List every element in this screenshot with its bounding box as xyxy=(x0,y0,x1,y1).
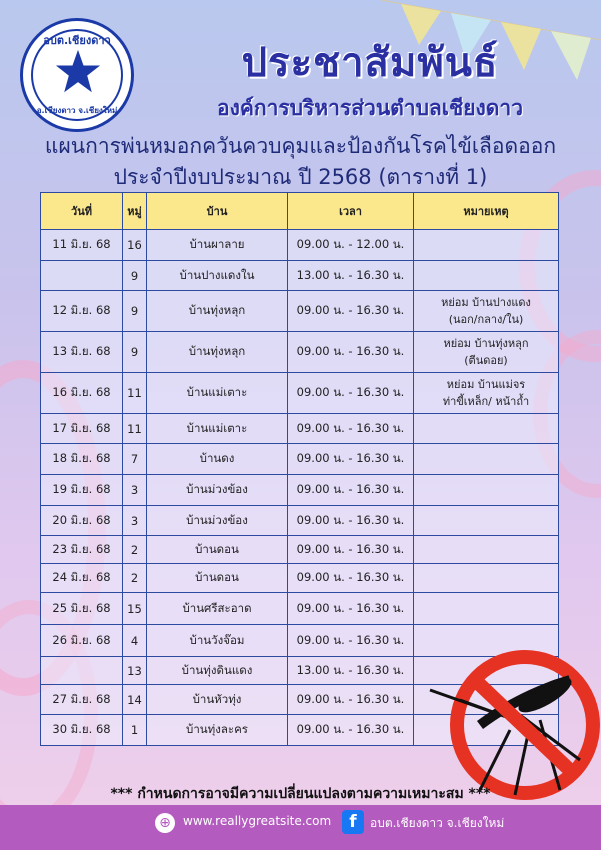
time-cell: 09.00 น. - 12.00 น. xyxy=(288,230,414,261)
date-cell: 30 มิ.ย. 68 xyxy=(41,715,123,746)
date-cell: 20 มิ.ย. 68 xyxy=(41,506,123,536)
moo-cell: 3 xyxy=(123,475,147,506)
note-line2: ท่าขี้เหล็ก/ หน้าถ้ำ xyxy=(442,395,530,408)
village-cell: บ้านดอน xyxy=(147,536,288,564)
note-cell xyxy=(414,414,559,444)
date-cell xyxy=(41,657,123,685)
village-cell: บ้านผาลาย xyxy=(147,230,288,261)
date-cell: 11 มิ.ย. 68 xyxy=(41,230,123,261)
date-cell: 16 มิ.ย. 68 xyxy=(41,373,123,414)
village-cell: บ้านวังจ๊อม xyxy=(147,625,288,657)
column-header-date: วันที่ xyxy=(41,193,123,230)
column-header-time: เวลา xyxy=(288,193,414,230)
village-cell: บ้านดง xyxy=(147,444,288,475)
column-header-moo: หมู่ xyxy=(123,193,147,230)
moo-cell: 1 xyxy=(123,715,147,746)
table-row xyxy=(41,373,559,414)
village-cell: บ้านทุ่งดินแดง xyxy=(147,657,288,685)
village-cell: บ้านแม่เตาะ xyxy=(147,373,288,414)
moo-cell: 16 xyxy=(123,230,147,261)
moo-cell: 9 xyxy=(123,332,147,373)
moo-cell: 3 xyxy=(123,506,147,536)
table-row xyxy=(41,332,559,373)
note-line1: หย่อม บ้านทุ่งหลุก xyxy=(443,337,529,350)
table-row xyxy=(41,230,559,261)
disclaimer-note: *** กำหนดการอาจมีความเปลี่ยนแปลงตามความเหมาะสม *** xyxy=(110,786,491,802)
note-cell xyxy=(414,261,559,291)
moo-cell: 2 xyxy=(123,536,147,564)
note-cell xyxy=(414,593,559,625)
time-cell: 13.00 น. - 16.30 น. xyxy=(288,261,414,291)
moo-cell: 7 xyxy=(123,444,147,475)
page-title: ประชาสัมพันธ์ xyxy=(241,40,499,86)
date-cell: 23 มิ.ย. 68 xyxy=(41,536,123,564)
village-cell: บ้านทุ่งหลุก xyxy=(147,291,288,332)
time-cell: 09.00 น. - 16.30 น. xyxy=(288,332,414,373)
globe-icon: ⊕ xyxy=(155,813,175,833)
time-cell: 09.00 น. - 16.30 น. xyxy=(288,506,414,536)
date-cell: 18 มิ.ย. 68 xyxy=(41,444,123,475)
time-cell: 13.00 น. - 16.30 น. xyxy=(288,657,414,685)
date-cell: 25 มิ.ย. 68 xyxy=(41,593,123,625)
moo-cell: 13 xyxy=(123,657,147,685)
time-cell: 09.00 น. - 16.30 น. xyxy=(288,536,414,564)
organization-name: องค์การบริหารส่วนตำบลเชียงดาว xyxy=(216,96,524,120)
table-row xyxy=(41,536,559,564)
logo-top-text: อบต.เชียงดาว xyxy=(43,34,111,47)
time-cell: 09.00 น. - 16.30 น. xyxy=(288,291,414,332)
note-cell xyxy=(414,475,559,506)
time-cell: 09.00 น. - 16.30 น. xyxy=(288,685,414,715)
time-cell: 09.00 น. - 16.30 น. xyxy=(288,564,414,593)
moo-cell: 14 xyxy=(123,685,147,715)
star-logo-icon xyxy=(55,49,101,95)
village-cell: บ้านปางแดงใน xyxy=(147,261,288,291)
note-cell xyxy=(414,564,559,593)
note-line1: หย่อม บ้านแม่จร xyxy=(446,378,526,391)
column-header-note: หมายเหตุ xyxy=(414,193,559,230)
time-cell: 09.00 น. - 16.30 น. xyxy=(288,715,414,746)
note-cell xyxy=(414,332,559,373)
table-row xyxy=(41,506,559,536)
village-cell: บ้านม่วงข้อง xyxy=(147,475,288,506)
date-cell: 17 มิ.ย. 68 xyxy=(41,414,123,444)
time-cell: 09.00 น. - 16.30 น. xyxy=(288,373,414,414)
village-cell: บ้านทุ่งละคร xyxy=(147,715,288,746)
time-cell: 09.00 น. - 16.30 น. xyxy=(288,444,414,475)
date-cell: 27 มิ.ย. 68 xyxy=(41,685,123,715)
organization-logo xyxy=(20,18,134,132)
moo-cell: 9 xyxy=(123,291,147,332)
plan-title-line1: แผนการพ่นหมอกควันควบคุมและป้องกันโรคไข้เลือดออก xyxy=(44,134,557,158)
time-cell: 09.00 น. - 16.30 น. xyxy=(288,625,414,657)
moo-cell: 11 xyxy=(123,373,147,414)
column-header-village: บ้าน xyxy=(147,193,288,230)
table-row xyxy=(41,444,559,475)
website-link[interactable]: www.reallygreatsite.com xyxy=(183,814,332,828)
table-row xyxy=(41,261,559,291)
time-cell: 09.00 น. - 16.30 น. xyxy=(288,414,414,444)
date-cell: 13 มิ.ย. 68 xyxy=(41,332,123,373)
moo-cell: 9 xyxy=(123,261,147,291)
table-row xyxy=(41,564,559,593)
moo-cell: 15 xyxy=(123,593,147,625)
table-row xyxy=(41,291,559,332)
note-cell xyxy=(414,506,559,536)
logo-bottom-text: อ.เชียงดาว จ.เชียงใหม่ xyxy=(36,106,118,115)
no-mosquito-icon xyxy=(420,640,601,800)
village-cell: บ้านแม่เตาะ xyxy=(147,414,288,444)
table-header-row xyxy=(41,193,559,230)
note-line1: หย่อม บ้านปางแดง xyxy=(441,296,531,309)
note-line2: (นอก/กลาง/ใน) xyxy=(448,313,524,326)
moo-cell: 11 xyxy=(123,414,147,444)
time-cell: 09.00 น. - 16.30 น. xyxy=(288,593,414,625)
village-cell: บ้านม่วงข้อง xyxy=(147,506,288,536)
facebook-icon: f xyxy=(342,810,364,834)
note-cell xyxy=(414,444,559,475)
note-cell xyxy=(414,373,559,414)
note-line2: (ตีนดอย) xyxy=(464,354,508,367)
date-cell xyxy=(41,261,123,291)
time-cell: 09.00 น. - 16.30 น. xyxy=(288,475,414,506)
facebook-page-link[interactable]: อบต.เชียงดาว จ.เชียงใหม่ xyxy=(370,816,505,830)
village-cell: บ้านดอน xyxy=(147,564,288,593)
moo-cell: 2 xyxy=(123,564,147,593)
table-row xyxy=(41,475,559,506)
note-cell xyxy=(414,536,559,564)
village-cell: บ้านทุ่งหลุก xyxy=(147,332,288,373)
date-cell: 12 มิ.ย. 68 xyxy=(41,291,123,332)
table-row xyxy=(41,414,559,444)
date-cell: 26 มิ.ย. 68 xyxy=(41,625,123,657)
village-cell: บ้านหัวทุ่ง xyxy=(147,685,288,715)
moo-cell: 4 xyxy=(123,625,147,657)
date-cell: 19 มิ.ย. 68 xyxy=(41,475,123,506)
village-cell: บ้านศรีสะอาด xyxy=(147,593,288,625)
note-cell xyxy=(414,291,559,332)
note-cell xyxy=(414,230,559,261)
plan-title-line2: ประจำปีงบประมาณ ปี 2568 (ตารางที่ 1) xyxy=(113,165,488,189)
table-row xyxy=(41,593,559,625)
date-cell: 24 มิ.ย. 68 xyxy=(41,564,123,593)
